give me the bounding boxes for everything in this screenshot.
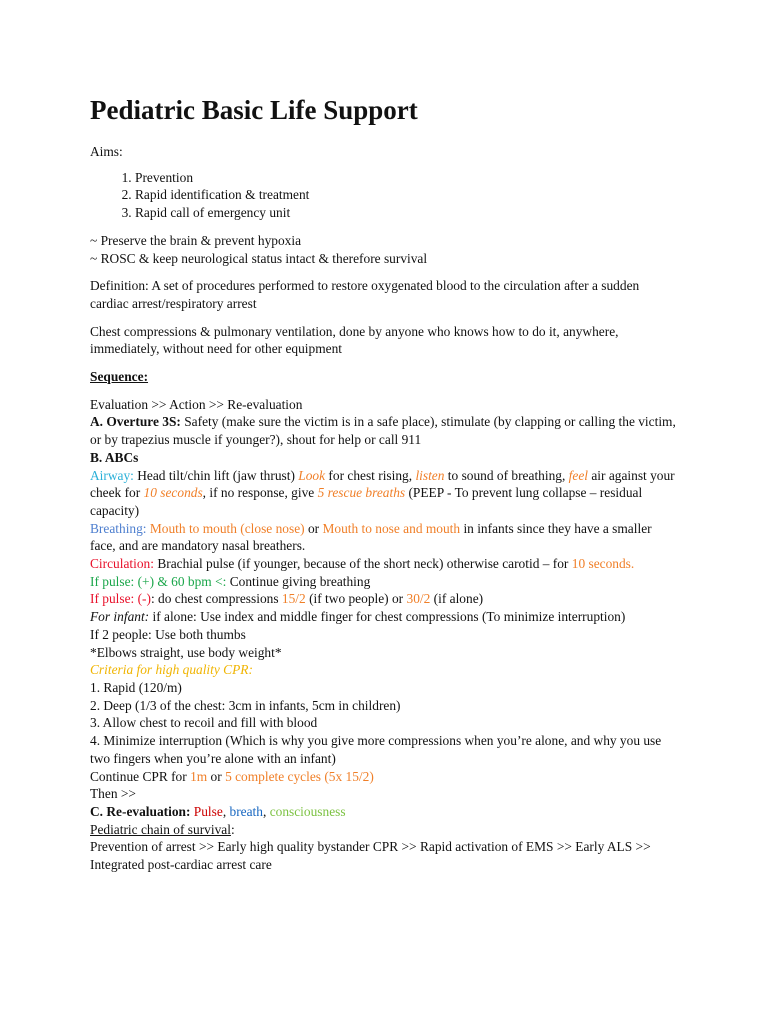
breathing-line (90, 520, 680, 555)
airway-look: Look (298, 467, 326, 483)
continue-text: or (207, 768, 226, 784)
chain-text: Prevention of arrest >> Early high quality bystander CPR >> Rapid activation of EMS >> Early ALS >> Integrated post-cardiac arrest care (90, 839, 651, 873)
airway-text: , if no response, give (202, 485, 318, 501)
criteria-item: 3. Allow chest to recoil and fill with blood (90, 715, 318, 731)
airway-text: to sound of breathing, (444, 467, 569, 483)
breathing-mouth-to-nose: Mouth to nose and mouth (322, 520, 461, 536)
then-line: Then >> (90, 786, 136, 802)
two-people-line: If 2 people: Use both thumbs (90, 626, 246, 642)
airway-line (90, 467, 680, 520)
circulation-line (90, 555, 680, 573)
infant-text: if alone: Use index and middle finger for chest compressions (To minimize interruption) (149, 609, 626, 625)
airway-listen: listen (415, 467, 445, 483)
pulse-negative-text: (if alone) (430, 591, 484, 607)
aims-item: 1. Prevention (135, 169, 680, 187)
sequence-heading: Sequence: (90, 369, 149, 385)
breathing-mouth-to-mouth: Mouth to mouth (close nose) (146, 520, 305, 536)
step-a-label: A. Overture 3S: (90, 414, 181, 430)
pulse-positive-line (90, 573, 680, 591)
continue-text: Continue CPR for (90, 768, 191, 784)
chain-heading-line (90, 821, 680, 839)
step-b-label: B. ABCs (90, 449, 139, 465)
step-c-line (90, 803, 680, 821)
continue-line (90, 768, 680, 786)
criteria-item: 1. Rapid (120/m) (90, 679, 182, 695)
criteria-heading: Criteria for high quality CPR: (90, 662, 253, 678)
document-content (90, 93, 680, 874)
note-line: ~ Preserve the brain & prevent hypoxia (90, 232, 302, 248)
airway-text: air against your cheek for (90, 467, 675, 501)
page-title: Pediatric Basic Life Support (90, 95, 418, 125)
ratio-alone: 30/2 (406, 591, 431, 607)
infant-line (90, 608, 680, 626)
step-a (90, 413, 680, 448)
sequence-flow: Evaluation >> Action >> Re-evaluation (90, 396, 303, 412)
step-c-label: C. Re-evaluation: (90, 803, 191, 819)
pulse-negative-text: (if two people) or (305, 591, 407, 607)
step-c-consciousness: consciousness (269, 803, 346, 819)
pulse-negative-text: : do chest compressions (150, 591, 282, 607)
chain-heading: Pediatric chain of survival (90, 821, 231, 837)
ratio-two-people: 15/2 (281, 591, 306, 607)
airway-text: Head tilt/chin lift (jaw thrust) (133, 467, 299, 483)
breathing-label: Breathing: (90, 520, 147, 536)
breathing-text: in infants since they have a smaller face, and are mandatory nasal breathers. (90, 520, 652, 554)
step-c-separator: , (262, 803, 270, 819)
pulse-negative-line (90, 590, 680, 608)
airway-label: Airway: (90, 467, 134, 483)
airway-text: (PEEP - To prevent lung collapse – residual capacity) (90, 485, 643, 518)
pulse-negative-label: If pulse: (-) (90, 591, 151, 607)
criteria-item: 2. Deep (1/3 of the chest: 3cm in infants, 5cm in children) (90, 697, 401, 713)
pulse-positive-text: Continue giving breathing (226, 573, 371, 589)
definition-paragraph: Definition: A set of procedures performed to restore oxygenated blood to the circulation after a sudden cardiac arrest/respiratory arrest (90, 278, 640, 311)
circulation-text: Brachial pulse (if younger, because of the short neck) otherwise carotid – for (153, 556, 572, 572)
step-a-text: Safety (make sure the victim is in a safe place), stimulate (by clapping or calling the victim, or by trapezius muscle if younger?), shout for help or call 911 (90, 414, 676, 448)
chain-colon: : (230, 821, 235, 837)
criteria-item: 4. Minimize interruption (Which is why you give more compressions when you’re alone, and why you use two fingers when you’re alone with an infant) (90, 733, 662, 766)
elbows-line: *Elbows straight, use body weight* (90, 644, 282, 660)
circulation-ten-seconds: 10 seconds. (571, 556, 635, 572)
airway-feel: feel (568, 467, 588, 483)
airway-text: for chest rising, (325, 467, 416, 483)
aims-label: Aims: (90, 144, 123, 159)
pulse-positive-label: If pulse: (+) & 60 bpm <: (90, 573, 227, 589)
continue-cycles: 5 complete cycles (5x 15/2) (225, 768, 374, 784)
airway-rescue-breaths: 5 rescue breaths (317, 485, 406, 501)
aims-item: 3. Rapid call of emergency unit (135, 204, 680, 222)
chest-paragraph: Chest compressions & pulmonary ventilation, done by anyone who knows how to do it, anywhere, immediately, without need for other equipment (90, 323, 619, 357)
continue-duration: 1m (190, 768, 208, 784)
breathing-or: or (304, 520, 323, 536)
aims-item: 2. Rapid identification & treatment (135, 186, 680, 204)
aims-list (90, 169, 680, 222)
note-line: ~ ROSC & keep neurological status intact & therefore survival (90, 250, 428, 266)
step-c-separator: , (222, 803, 230, 819)
step-c-breath: breath (229, 803, 263, 819)
airway-ten-seconds: 10 seconds (143, 485, 203, 501)
step-c-pulse: Pulse (193, 803, 223, 819)
circulation-label: Circulation: (90, 556, 154, 572)
infant-label: For infant: (90, 609, 150, 625)
